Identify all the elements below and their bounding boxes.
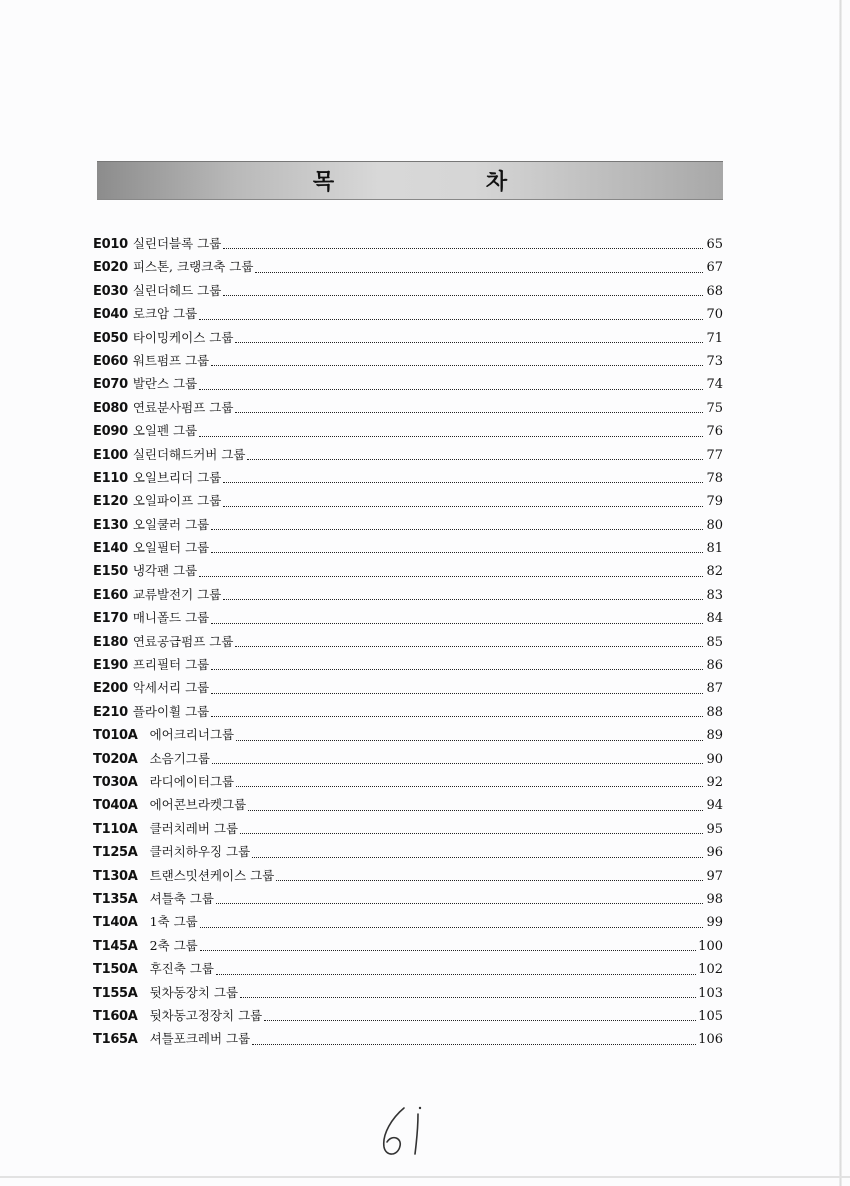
entry-page-number: 78: [706, 470, 723, 486]
dot-leader: [252, 1043, 696, 1045]
entry-code: E180: [93, 634, 128, 650]
entry-name: 오일필터 그룹: [132, 540, 210, 556]
entry-code: E210: [93, 704, 128, 720]
dot-leader: [211, 715, 703, 717]
dot-leader: [212, 762, 703, 764]
toc-entry: [93, 232, 723, 255]
entry-page-number: 74: [706, 377, 723, 393]
entry-name: 셔틀포크레버 그룹: [149, 1031, 251, 1047]
page-edge-bottom: [0, 1176, 850, 1178]
toc-entry: [93, 466, 723, 489]
toc-entry: [93, 934, 723, 957]
dot-leader: [216, 973, 696, 975]
toc-entry: [93, 606, 723, 629]
page-title: 목 차: [312, 170, 580, 195]
dot-leader: [211, 668, 703, 670]
entry-page-number: 82: [706, 564, 723, 580]
dot-leader: [236, 739, 703, 741]
entry-name: 오일펜 그룹: [132, 423, 198, 439]
entry-page-number: 105: [698, 1008, 723, 1024]
entry-page-number: 76: [706, 424, 723, 440]
entry-code: T020A: [93, 751, 138, 767]
toc-entry: [93, 279, 723, 302]
dot-leader: [211, 528, 703, 530]
dot-leader: [235, 341, 703, 343]
entry-code: E020: [93, 260, 128, 276]
entry-code: E140: [93, 541, 128, 557]
entry-name: 냉각팬 그룹: [132, 563, 198, 579]
dot-leader: [211, 551, 703, 553]
entry-code: T125A: [93, 845, 138, 861]
entry-name: 연료분사펌프 그룹: [132, 399, 234, 415]
toc-entry: [93, 559, 723, 582]
entry-name: 1축 그룹: [149, 914, 198, 930]
entry-code: E120: [93, 494, 128, 510]
dot-leader: [199, 318, 703, 320]
entry-code: T160A: [93, 1008, 138, 1024]
dot-leader: [223, 247, 703, 249]
dot-leader: [199, 435, 703, 437]
dot-leader: [211, 622, 703, 624]
entry-code: E040: [93, 307, 128, 323]
entry-code: T135A: [93, 891, 138, 907]
entry-page-number: 67: [706, 260, 723, 276]
entry-page-number: 80: [706, 517, 723, 533]
entry-code: E150: [93, 564, 128, 580]
entry-name: 로크암 그룹: [132, 306, 198, 322]
entry-name: 발란스 그룹: [132, 376, 198, 392]
entry-page-number: 102: [698, 962, 723, 978]
entry-name: 후진축 그룹: [149, 961, 214, 977]
entry-code: E130: [93, 517, 128, 533]
toc-entry: [93, 653, 723, 676]
entry-name: 교류발전기 그룹: [132, 586, 222, 602]
dot-leader: [200, 949, 696, 951]
dot-leader: [240, 996, 696, 998]
entry-name: 트랜스밋션케이스 그룹: [149, 867, 275, 883]
dot-leader: [235, 645, 703, 647]
entry-code: E070: [93, 377, 128, 393]
entry-page-number: 73: [706, 353, 723, 369]
entry-name: 뒷차동장치 그룹: [149, 984, 239, 1000]
entry-name: 연료공급펌프 그룹: [132, 633, 234, 649]
entry-name: 에어콘브라켓그룹: [149, 797, 247, 813]
entry-code: E170: [93, 611, 128, 627]
dot-leader: [235, 411, 703, 413]
entry-name: 프리필터 그룹: [132, 657, 210, 673]
dot-leader: [211, 364, 703, 366]
entry-page-number: 85: [706, 634, 723, 650]
entry-code: T150A: [93, 962, 138, 978]
entry-code: T130A: [93, 868, 138, 884]
entry-name: 에어크리너그룹: [149, 727, 235, 743]
entry-page-number: 77: [706, 447, 723, 463]
entry-name: 2축 그룹: [149, 937, 198, 953]
entry-page-number: 96: [706, 845, 723, 861]
entry-page-number: 89: [706, 728, 723, 744]
toc-entry: [93, 419, 723, 442]
entry-name: 매니폴드 그룹: [132, 610, 210, 626]
entry-code: T010A: [93, 728, 138, 744]
toc-entry: [93, 840, 723, 863]
entry-page-number: 92: [706, 774, 723, 790]
entry-name: 타이밍케이스 그룹: [132, 329, 234, 345]
toc-entry: [93, 443, 723, 466]
toc-entry: [93, 630, 723, 653]
toc-entry: [93, 864, 723, 887]
toc-entry: [93, 349, 723, 372]
toc-entry: [93, 536, 723, 559]
entry-page-number: 95: [706, 821, 723, 837]
entry-code: E110: [93, 470, 128, 486]
dot-leader: [248, 809, 703, 811]
dot-leader: [276, 879, 703, 881]
toc-entry: [93, 723, 723, 746]
toc-entry: [93, 302, 723, 325]
entry-code: T030A: [93, 774, 138, 790]
handwritten-page-number: [378, 1102, 438, 1162]
entry-page-number: 103: [698, 985, 723, 1001]
dot-leader: [199, 388, 703, 390]
toc-entry: [93, 396, 723, 419]
dot-leader: [240, 832, 703, 834]
toc-entry: [93, 793, 723, 816]
entry-code: E090: [93, 424, 128, 440]
toc-entry: [93, 957, 723, 980]
dot-leader: [264, 1019, 696, 1021]
toc-entry: [93, 700, 723, 723]
entry-page-number: 88: [706, 704, 723, 720]
entry-code: E060: [93, 353, 128, 369]
dot-leader: [223, 481, 703, 483]
dot-leader: [223, 598, 703, 600]
entry-code: E030: [93, 283, 128, 299]
dot-leader: [252, 856, 703, 858]
entry-code: T165A: [93, 1032, 138, 1048]
entry-page-number: 100: [698, 938, 723, 954]
dot-leader: [223, 294, 703, 296]
entry-code: E050: [93, 330, 128, 346]
toc-entry: [93, 583, 723, 606]
entry-code: E190: [93, 658, 128, 674]
entry-name: 셔틀축 그룹: [149, 890, 214, 906]
toc-entry: [93, 910, 723, 933]
entry-page-number: 79: [706, 494, 723, 510]
entry-name: 오일쿨러 그룹: [132, 516, 210, 532]
entry-page-number: 106: [698, 1032, 723, 1048]
entry-page-number: 65: [706, 237, 723, 252]
dot-leader: [236, 785, 703, 787]
dot-leader: [223, 505, 703, 507]
entry-code: E200: [93, 681, 128, 697]
entry-name: 소음기그룹: [149, 750, 210, 766]
entry-name: 악세서리 그룹: [132, 680, 210, 696]
entry-name: 실린더해드커버 그룹: [132, 446, 246, 462]
toc-entry: [93, 887, 723, 910]
dot-leader: [216, 902, 703, 904]
entry-page-number: 98: [706, 891, 723, 907]
toc-entry: [93, 1004, 723, 1027]
entry-page-number: 75: [706, 400, 723, 416]
entry-name: 워트펌프 그룹: [132, 352, 210, 368]
toc-entry: [93, 817, 723, 840]
toc-entry: [93, 513, 723, 536]
entry-page-number: 90: [706, 751, 723, 767]
toc-entry: [93, 747, 723, 770]
table-of-contents: [93, 232, 723, 1051]
entry-name: 실린더헤드 그룹: [132, 282, 222, 298]
dot-leader: [255, 271, 703, 273]
toc-entry: [93, 676, 723, 699]
dot-leader: [199, 575, 703, 577]
entry-page-number: 87: [706, 681, 723, 697]
entry-code: T145A: [93, 938, 138, 954]
entry-code: T040A: [93, 798, 138, 814]
title-banner: [97, 161, 723, 200]
toc-entry: [93, 372, 723, 395]
entry-name: 플라이휠 그룹: [132, 703, 210, 719]
entry-page-number: 84: [706, 611, 723, 627]
entry-page-number: 71: [706, 330, 723, 346]
entry-code: T140A: [93, 915, 138, 931]
toc-entry: [93, 1027, 723, 1050]
entry-name: 피스톤, 크랭크축 그룹: [132, 259, 254, 275]
dot-leader: [200, 926, 703, 928]
entry-page-number: 81: [706, 541, 723, 557]
entry-page-number: 70: [706, 307, 723, 323]
toc-entry: [93, 981, 723, 1004]
entry-code: E160: [93, 587, 128, 603]
entry-code: E080: [93, 400, 128, 416]
entry-page-number: 86: [706, 658, 723, 674]
entry-name: 클러치레버 그룹: [149, 820, 239, 836]
entry-code: E010: [93, 237, 128, 252]
toc-entry: [93, 489, 723, 512]
entry-name: 라디에이터그룹: [149, 773, 235, 789]
entry-code: T155A: [93, 985, 138, 1001]
entry-name: 오일파이프 그룹: [132, 493, 222, 509]
dot-leader: [211, 692, 703, 694]
entry-page-number: 99: [706, 915, 723, 931]
page-edge-right: [839, 0, 842, 1186]
entry-page-number: 83: [706, 587, 723, 603]
entry-name: 실린더블록 그룹: [132, 236, 222, 251]
entry-page-number: 97: [706, 868, 723, 884]
entry-code: E100: [93, 447, 128, 463]
toc-entry: [93, 326, 723, 349]
entry-name: 뒷차동고정장치 그룹: [149, 1007, 263, 1023]
entry-name: 클러치하우징 그룹: [149, 844, 251, 860]
entry-name: 오일브리더 그룹: [132, 469, 222, 485]
dot-leader: [247, 458, 703, 460]
toc-entry: [93, 770, 723, 793]
toc-entry: [93, 255, 723, 278]
entry-page-number: 94: [706, 798, 723, 814]
entry-page-number: 68: [706, 283, 723, 299]
entry-code: T110A: [93, 821, 138, 837]
